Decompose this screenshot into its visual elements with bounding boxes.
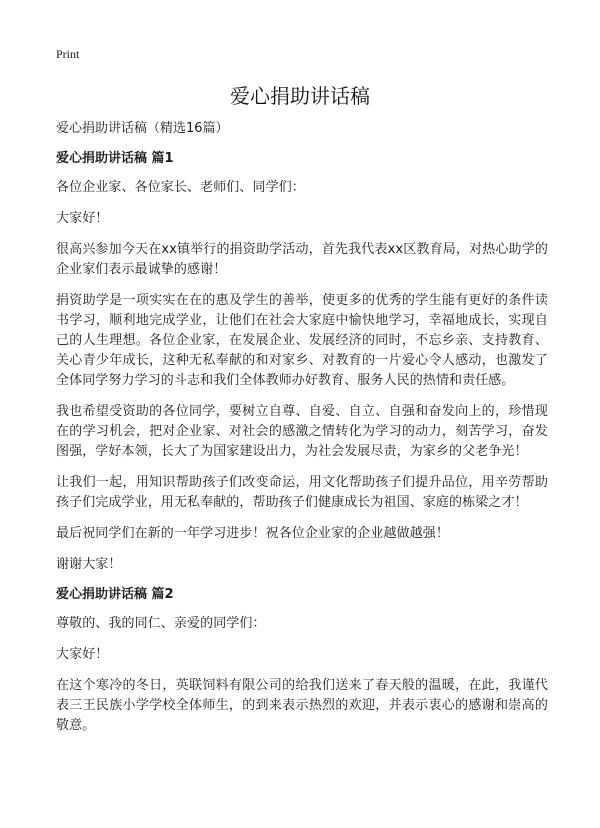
document-subtitle: 爱心捐助讲话稿（精选16篇） <box>56 121 229 136</box>
section-heading: 爱心捐助讲话稿 篇2 <box>56 587 174 602</box>
salutation: 各位企业家、各位家长、老师们、同学们： <box>56 180 305 195</box>
document-body <box>56 120 548 747</box>
print-link[interactable]: Print <box>56 47 80 61</box>
paragraph: 很高兴参加今天在xx镇举行的捐资助学活动，首先我代表xx区教育局，对热心助学的企业家们表示最诚挚的感谢！ <box>56 242 548 277</box>
greeting: 大家好！ <box>56 211 109 226</box>
paragraph: 让我们一起，用知识帮助孩子们改变命运，用文化帮助孩子们提升品位，用辛劳帮助孩子们完成学业，用无私奉献的，帮助孩子们健康成长为祖国、家庭的栋梁之才！ <box>56 475 548 510</box>
paragraph: 捐资助学是一项实实在在的惠及学生的善举，使更多的优秀的学生能有更好的条件读书学习，顺利地完成学业，让他们在社会大家庭中愉快地学习，幸福地成长，实现自己的人生理想。各位企业家，在发展企业、发展经济的同时，不忘乡亲、支持教育、关心青少年成长，这种无私奉献的和对家乡、对教育的一片爱心令人感动，也激发了全体同学努力学习的斗志和我们全体教师办好教育、服务人民的热情和责任感。 <box>56 293 548 388</box>
closing: 谢谢大家！ <box>56 557 122 572</box>
paragraph: 在这个寒冷的冬日，英联饲料有限公司的给我们送来了春天般的温暖，在此，我谨代表三王民族小学学校全体师生，的到来表示热烈的欢迎，并表示衷心的感谢和崇高的敬意。 <box>56 678 548 733</box>
section-1 <box>56 150 548 575</box>
paragraph: 我也希望受资助的各位同学，要树立自尊、自爱、自立、自强和奋发向上的，珍惜现在的学习机会，把对企业家、对社会的感激之情转化为学习的动力，刻苦学习，奋发图强，学好本领，长大了为国家建设出力，为社会发展尽责，为家乡的父老争光！ <box>56 404 548 459</box>
salutation: 尊敬的、我的同仁、亲爱的同学们： <box>56 616 266 631</box>
section-2 <box>56 586 548 736</box>
section-heading: 爱心捐助讲话稿 篇1 <box>56 151 174 166</box>
paragraph: 最后祝同学们在新的一年学习进步！祝各位企业家的企业越做越强！ <box>56 526 450 541</box>
greeting: 大家好！ <box>56 647 109 662</box>
document-title: 爱心捐助讲话稿 <box>230 84 370 108</box>
